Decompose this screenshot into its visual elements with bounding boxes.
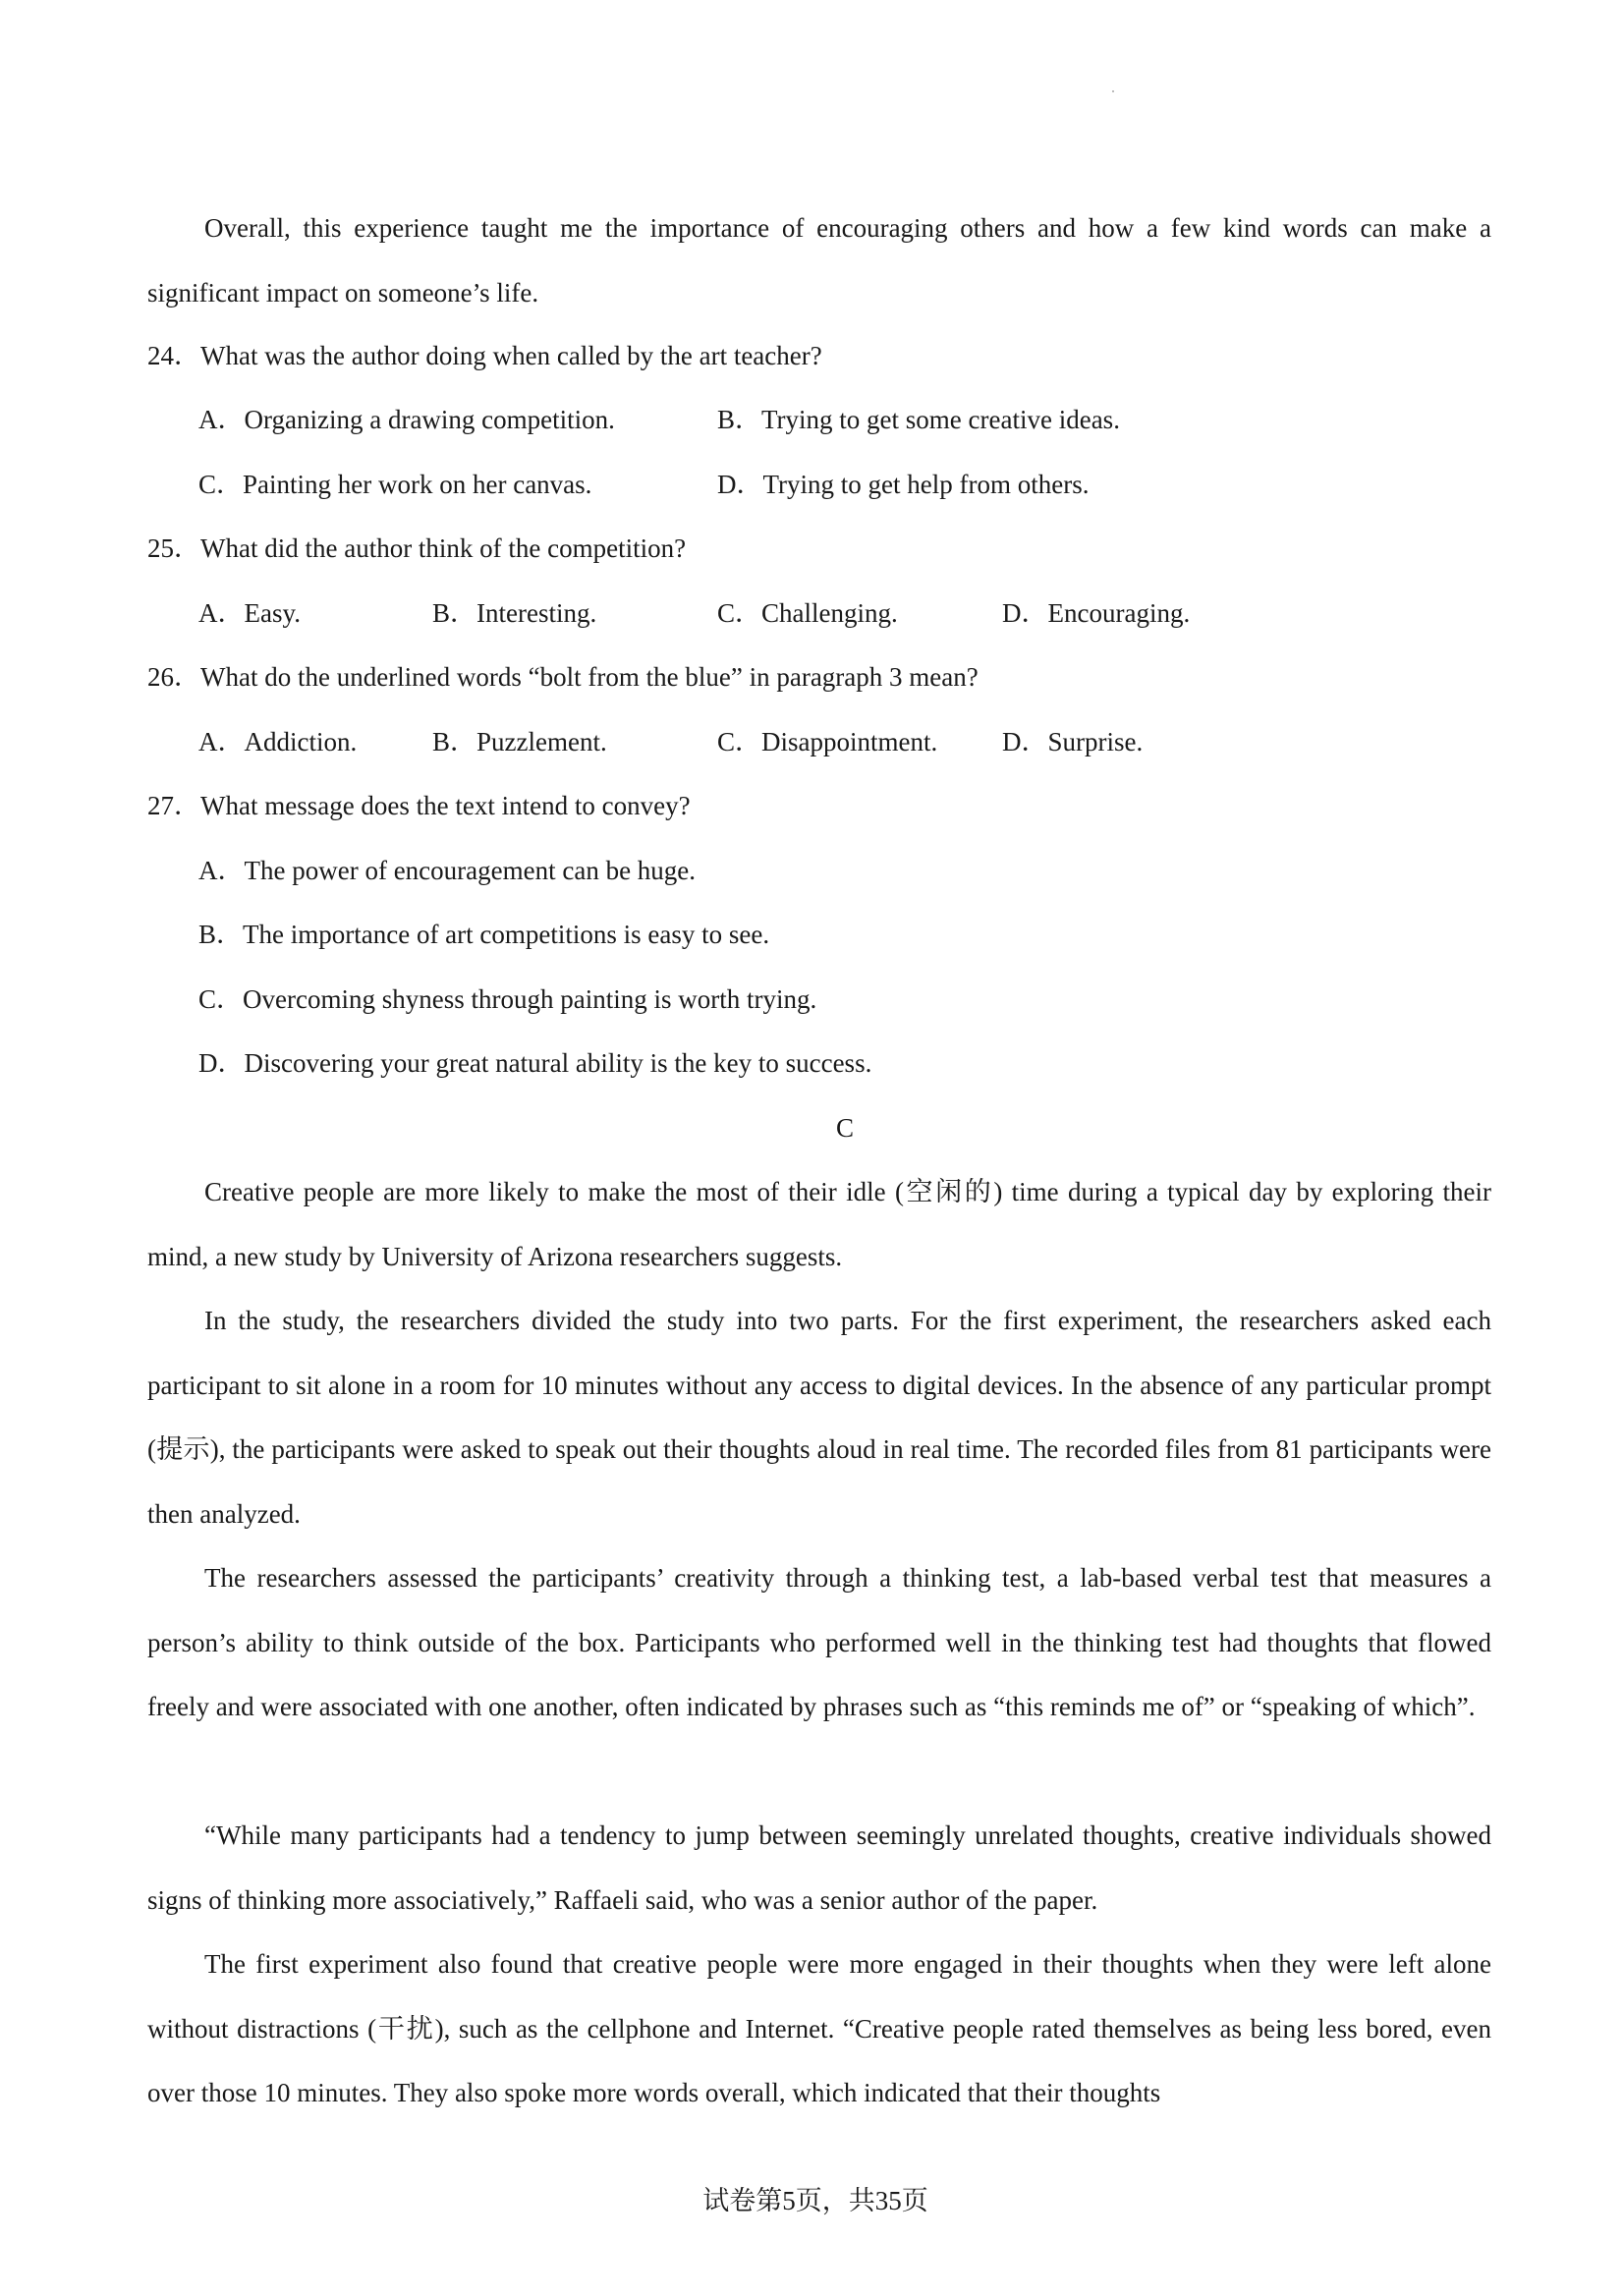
- q27-option-b: B．The importance of art competitions is easy to see.: [198, 920, 770, 949]
- q25-option-d: D．Encouraging.: [1002, 598, 1191, 628]
- passage-c-paragraph-3: The researchers assessed the participants’ creativity through a thinking test, a lab-based verbal test that measures a person’s ability to think outside of the box. Participants who performed well in the thinking test had thoughts that flowed freely and were associated with one another, often indicated by phrases such as “this reminds me of” or “speaking of which”.: [147, 1563, 1491, 1721]
- q26-option-d: D．Surprise.: [1002, 727, 1144, 756]
- question-27: [147, 786, 691, 825]
- q24-option-b: B．Trying to get some creative ideas.: [717, 405, 1120, 434]
- q26-option-a: A．Addiction.: [198, 727, 358, 756]
- question-number: 24．: [147, 341, 200, 370]
- question-25: [147, 529, 686, 568]
- question-number: 25．: [147, 533, 200, 563]
- q26-option-b: B．Puzzlement.: [432, 727, 607, 756]
- q27-option-a: A．The power of encouragement can be huge.: [198, 856, 697, 885]
- question-text: What message does the text intend to convey?: [200, 791, 691, 820]
- intro-paragraph: [147, 196, 1491, 325]
- q25-option-b: B．Interesting.: [432, 598, 597, 628]
- q25-option-a: A．Easy.: [198, 598, 301, 628]
- passage-c-paragraph-2: In the study, the researchers divided the study into two parts. For the first experiment, the researchers asked each participant to sit alone in a room for 10 minutes without any access to digital devices. In the absence of any particular prompt (提示), the participants were asked to speak out their thoughts aloud in real time. The recorded files from 81 participants were then analyzed.: [147, 1306, 1491, 1529]
- question-text: What do the underlined words “bolt from the blue” in paragraph 3 mean?: [200, 662, 979, 692]
- q27-option-d: D．Discovering your great natural ability is the key to success.: [198, 1048, 872, 1078]
- question-text: What was the author doing when called by the art teacher?: [200, 341, 822, 370]
- question-number: 27．: [147, 791, 200, 820]
- section-heading: C: [835, 1113, 854, 1143]
- q24-option-d: D．Trying to get help from others.: [717, 470, 1090, 499]
- q24-option-a: A．Organizing a drawing competition.: [198, 405, 615, 434]
- passage-c-paragraph-1: Creative people are more likely to make the most of their idle (空闲的) time during a typical day by exploring their mind, a new study by University of Arizona researchers suggests.: [147, 1177, 1491, 1271]
- q24-option-c: C．Painting her work on her canvas.: [198, 470, 592, 499]
- q26-option-c: C．Disappointment.: [717, 727, 938, 756]
- passage-c-paragraph-5: The first experiment also found that creative people were more engaged in their thoughts when they were left alone without distractions (干扰), such as the cellphone and Internet. “Creative people rated themselves as being less bored, even over those 10 minutes. They also spoke more words overall, which indicated that their thoughts: [147, 1949, 1491, 2107]
- question-26: [147, 657, 979, 697]
- question-number: 26．: [147, 662, 200, 692]
- q25-option-c: C．Challenging.: [717, 598, 898, 628]
- question-24: [147, 336, 822, 375]
- page-footer: 试卷第5页，共35页: [702, 2186, 928, 2215]
- q27-option-c: C．Overcoming shyness through painting is worth trying.: [198, 984, 817, 1014]
- passage-c-paragraph-4: “While many participants had a tendency to jump between seemingly unrelated thoughts, creative individuals showed signs of thinking more associatively,” Raffaeli said, who was a senior author of the paper.: [147, 1820, 1491, 1915]
- question-text: What did the author think of the competition?: [200, 533, 687, 563]
- intro-paragraph-text: Overall, this experience taught me the importance of encouraging others and how a few kind words can make a significant impact on someone’s life.: [147, 213, 1491, 308]
- scan-speck: [1112, 90, 1114, 92]
